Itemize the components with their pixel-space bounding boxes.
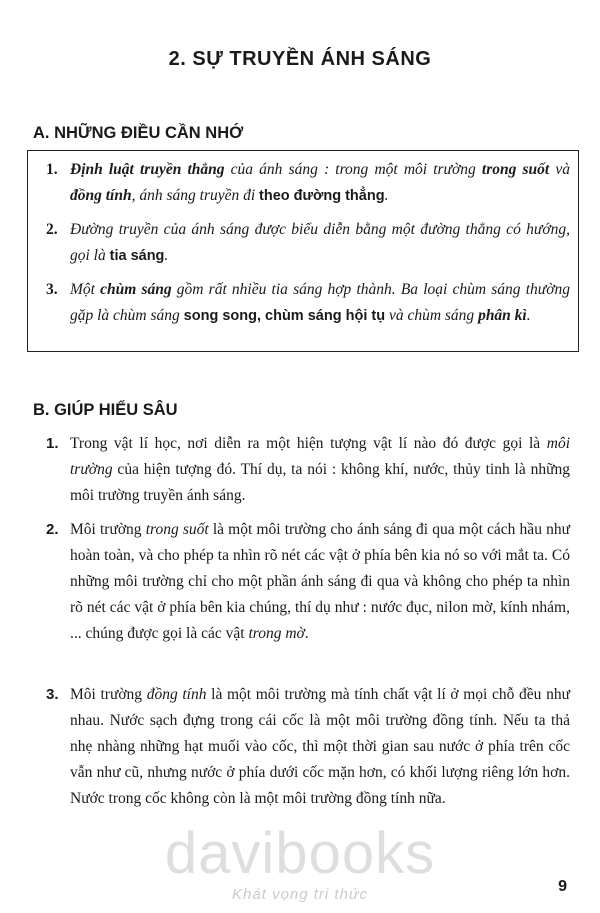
text-run: Môi trường	[70, 686, 147, 703]
item-text	[70, 217, 570, 269]
item-number: 3.	[46, 281, 58, 298]
text-run: và	[549, 161, 571, 178]
item-text	[70, 157, 570, 209]
page-number: 9	[558, 878, 567, 895]
text-run: trong suốt	[481, 161, 550, 178]
page-title: 2. SỰ TRUYỀN ÁNH SÁNG	[168, 48, 432, 70]
section-b-heading: B. GIÚP HIỂU SÂU	[33, 401, 178, 419]
text-run: Môi trường	[70, 521, 146, 538]
text-run: Đường truyền của ánh sáng được biểu diễn bằng một đường thẳng có hướng, gọi là	[70, 221, 570, 264]
text-run: song song, chùm sáng hội tụ	[183, 308, 386, 324]
section-a-heading: A. NHỮNG ĐIỀU CẦN NHỚ	[33, 124, 244, 142]
watermark-logo: davibooks	[164, 821, 436, 886]
text-run: Định luật truyền thẳng	[70, 161, 225, 178]
item-number: 1.	[46, 161, 58, 178]
text-run: .	[164, 247, 169, 264]
item-text	[70, 517, 570, 647]
key-point-item	[46, 277, 570, 329]
item-text	[70, 277, 570, 329]
text-run: trong suốt	[145, 521, 209, 538]
text-run: là một môi trường mà tính chất vật lí ở mọi chỗ đều như nhau. Nước sạch đựng trong cái cốc là một môi trường đồng tính. Nếu ta thả nhẹ nhàng những hạt muối vào cốc, thì một thời gian sau nước ở phía trên cốc vẫn như cũ, nhưng nước ở phía dưới cốc mặn hơn, có khối lượng riêng lớn hơn. Nước trong cốc không còn là một môi trường đồng tính nữa.	[70, 686, 570, 807]
watermark-tagline: Khát vọng tri thức	[232, 886, 368, 903]
explanation-item	[46, 682, 570, 812]
text-run: Một	[70, 281, 101, 298]
text-run: .	[384, 187, 389, 204]
explanation-item	[46, 517, 570, 647]
key-points-box	[27, 150, 579, 352]
text-run: môi trường	[70, 435, 570, 478]
text-run: , ánh sáng truyền đi	[131, 187, 260, 204]
explanation-item	[46, 431, 570, 509]
text-run: tia sáng	[109, 248, 165, 264]
text-run: là một môi trường cho ánh sáng đi qua một cách hầu như hoàn toàn, và cho phép ta nhìn rõ nét các vật ở phía bên kia nó so với mắt ta. Có những môi trường chỉ cho một phần ánh sáng đi qua và không cho phép ta nhìn rõ nét các vật ở phía bên kia chúng, thí dụ như : nước đục, nilon mờ, kính nhám, ... chúng được gọi là các vật	[70, 521, 570, 642]
text-run: gồm rất nhiều tia sáng hợp thành. Ba loại chùm sáng thường gặp là chùm sáng	[70, 281, 570, 324]
key-point-item	[46, 157, 570, 209]
item-number: 1.	[46, 435, 59, 452]
text-run: chùm sáng	[100, 281, 172, 298]
item-text	[70, 682, 570, 812]
item-number: 3.	[46, 686, 59, 703]
item-number: 2.	[46, 521, 59, 538]
text-run: theo đường thẳng	[259, 188, 385, 204]
item-number: 2.	[46, 221, 58, 238]
text-run: của ánh sáng : trong một môi trường	[224, 161, 482, 178]
text-run: đồng tính	[146, 686, 207, 703]
text-run: .	[526, 307, 531, 324]
text-run: Trong vật lí học, nơi diễn ra một hiện tượng vật lí nào đó được gọi là	[70, 435, 547, 452]
text-run: và chùm sáng	[385, 307, 479, 324]
item-text	[70, 431, 570, 509]
text-run: .	[304, 625, 309, 642]
text-run: trong mờ	[248, 625, 305, 642]
text-run: đồng tính	[70, 187, 132, 204]
key-point-item	[46, 217, 570, 269]
text-run: của hiện tượng đó. Thí dụ, ta nói : không khí, nước, thủy tinh là những môi trường truyền ánh sáng.	[70, 461, 570, 504]
text-run: phân kì	[478, 307, 527, 324]
